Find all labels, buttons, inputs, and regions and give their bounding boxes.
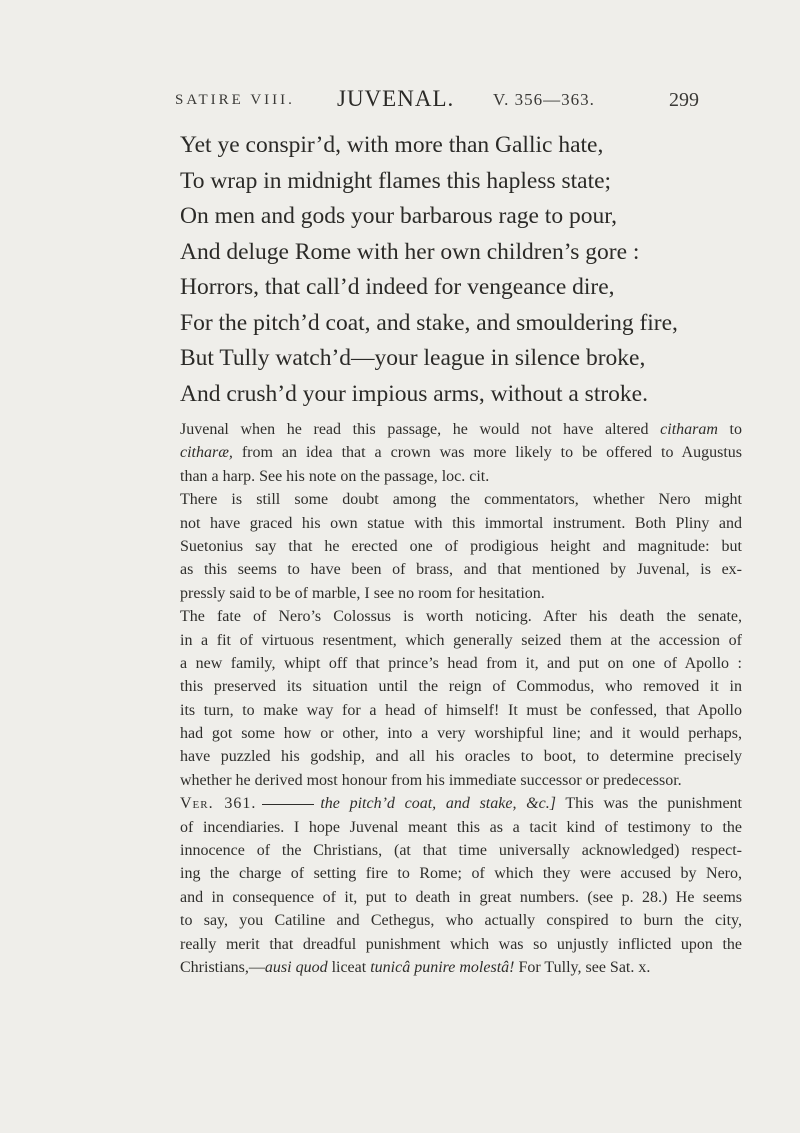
note-text: Juvenal when he read this passage, he would not have altered (180, 421, 661, 438)
latin-word: citharæ, (180, 444, 233, 462)
running-title: JUVENAL. (337, 86, 455, 111)
note-line: and in consequence of it, put to death in great numbers. (see p. 28.) He seems (180, 888, 742, 906)
note-line: than a harp. See his note on the passage, loc. cit. (180, 467, 490, 485)
verse-range: V. 356—363. (493, 90, 595, 109)
note-paragraph (180, 488, 742, 605)
latin-quote: ausi quod (264, 958, 328, 976)
note-line: its turn, to make way for a head of himself! It must be confessed, that Apollo (180, 701, 742, 719)
page-number: 299 (669, 89, 699, 111)
note-line (180, 956, 742, 979)
note-line: this preserved its situation until the reign of Commodus, who removed it in (180, 678, 742, 696)
verse-reference: Ver. 361. (180, 795, 257, 813)
note-line: ing the charge of setting fire to Rome; of which they were accused by Nero, (180, 865, 742, 883)
note-text: This was the punishment (555, 795, 742, 813)
verse-line: To wrap in midnight flames this hapless state; (180, 167, 612, 194)
note-text: Christians,— (180, 958, 265, 976)
note-line: as this seems to have been of brass, and that mentioned by Juvenal, is ex- (180, 561, 742, 579)
note-line (180, 441, 742, 464)
note-line: Suetonius say that he erected one of prodigious height and magnitude: but (180, 537, 742, 555)
note-line: of incendiaries. I hope Juvenal meant this as a tacit kind of testimony to the (180, 818, 742, 836)
page-header (175, 86, 715, 120)
note-line: The fate of Nero’s Colossus is worth noticing. After his death the senate, (180, 608, 742, 626)
latin-word: citharam (660, 421, 718, 438)
latin-quote: tunicâ punire molestâ! (370, 958, 515, 976)
note-line: innocence of the Christians, (at that time universally acknowledged) respect- (180, 842, 742, 860)
note-paragraph (180, 605, 742, 792)
rule-dash (262, 804, 314, 805)
verse-line: And deluge Rome with her own children’s gore : (180, 238, 640, 265)
verse-line: For the pitch’d coat, and stake, and smouldering fire, (180, 309, 678, 336)
verse-line: Yet ye conspir’d, with more than Gallic hate, (180, 132, 604, 158)
note-paragraph (180, 418, 742, 488)
note-line: a new family, whipt off that prince’s head from it, and put on one of Apollo : (180, 654, 742, 672)
note-line (180, 792, 742, 815)
running-head: SATIRE VIII. (175, 92, 295, 108)
latin-quote: liceat (327, 958, 371, 976)
note-line: whether he derived most honour from his immediate successor or predecessor. (180, 771, 682, 789)
note-paragraph (180, 792, 742, 979)
verse-line: But Tully watch’d—your league in silence broke, (180, 345, 646, 371)
note-line: had got some how or other, into a very worshipful line; and it would perhaps, (180, 725, 742, 743)
note-line: in a fit of virtuous resentment, which generally seized them at the accession of (180, 631, 742, 649)
verse-translation (180, 128, 740, 412)
note-line: have puzzled his godship, and all his oracles to boot, to determine precisely (180, 748, 742, 766)
note-line: not have graced his own statue with this immortal instrument. Both Pliny and (180, 514, 742, 532)
verse-line: And crush’d your impious arms, without a stroke. (180, 380, 648, 407)
note-text: For Tully, see Sat. x. (514, 958, 651, 976)
verse-line: On men and gods your barbarous rage to pour, (180, 203, 617, 229)
note-text: to (717, 421, 743, 438)
lemma: the pitch’d coat, and stake, &c.] (320, 795, 556, 813)
note-line (180, 418, 742, 441)
note-line: There is still some doubt among the commentators, whether Nero might (180, 491, 742, 509)
verse-line: Horrors, that call’d indeed for vengeance dire, (180, 274, 615, 300)
commentary-notes (180, 418, 742, 979)
note-text: from an idea that a crown was more likely to be offered to Augustus (232, 444, 742, 462)
note-line: pressly said to be of marble, I see no room for hesitation. (180, 584, 545, 602)
note-line: really merit that dreadful punishment which was so unjustly inflicted upon the (180, 935, 742, 953)
note-line: to say, you Catiline and Cethegus, who actually conspired to burn the city, (180, 912, 742, 930)
